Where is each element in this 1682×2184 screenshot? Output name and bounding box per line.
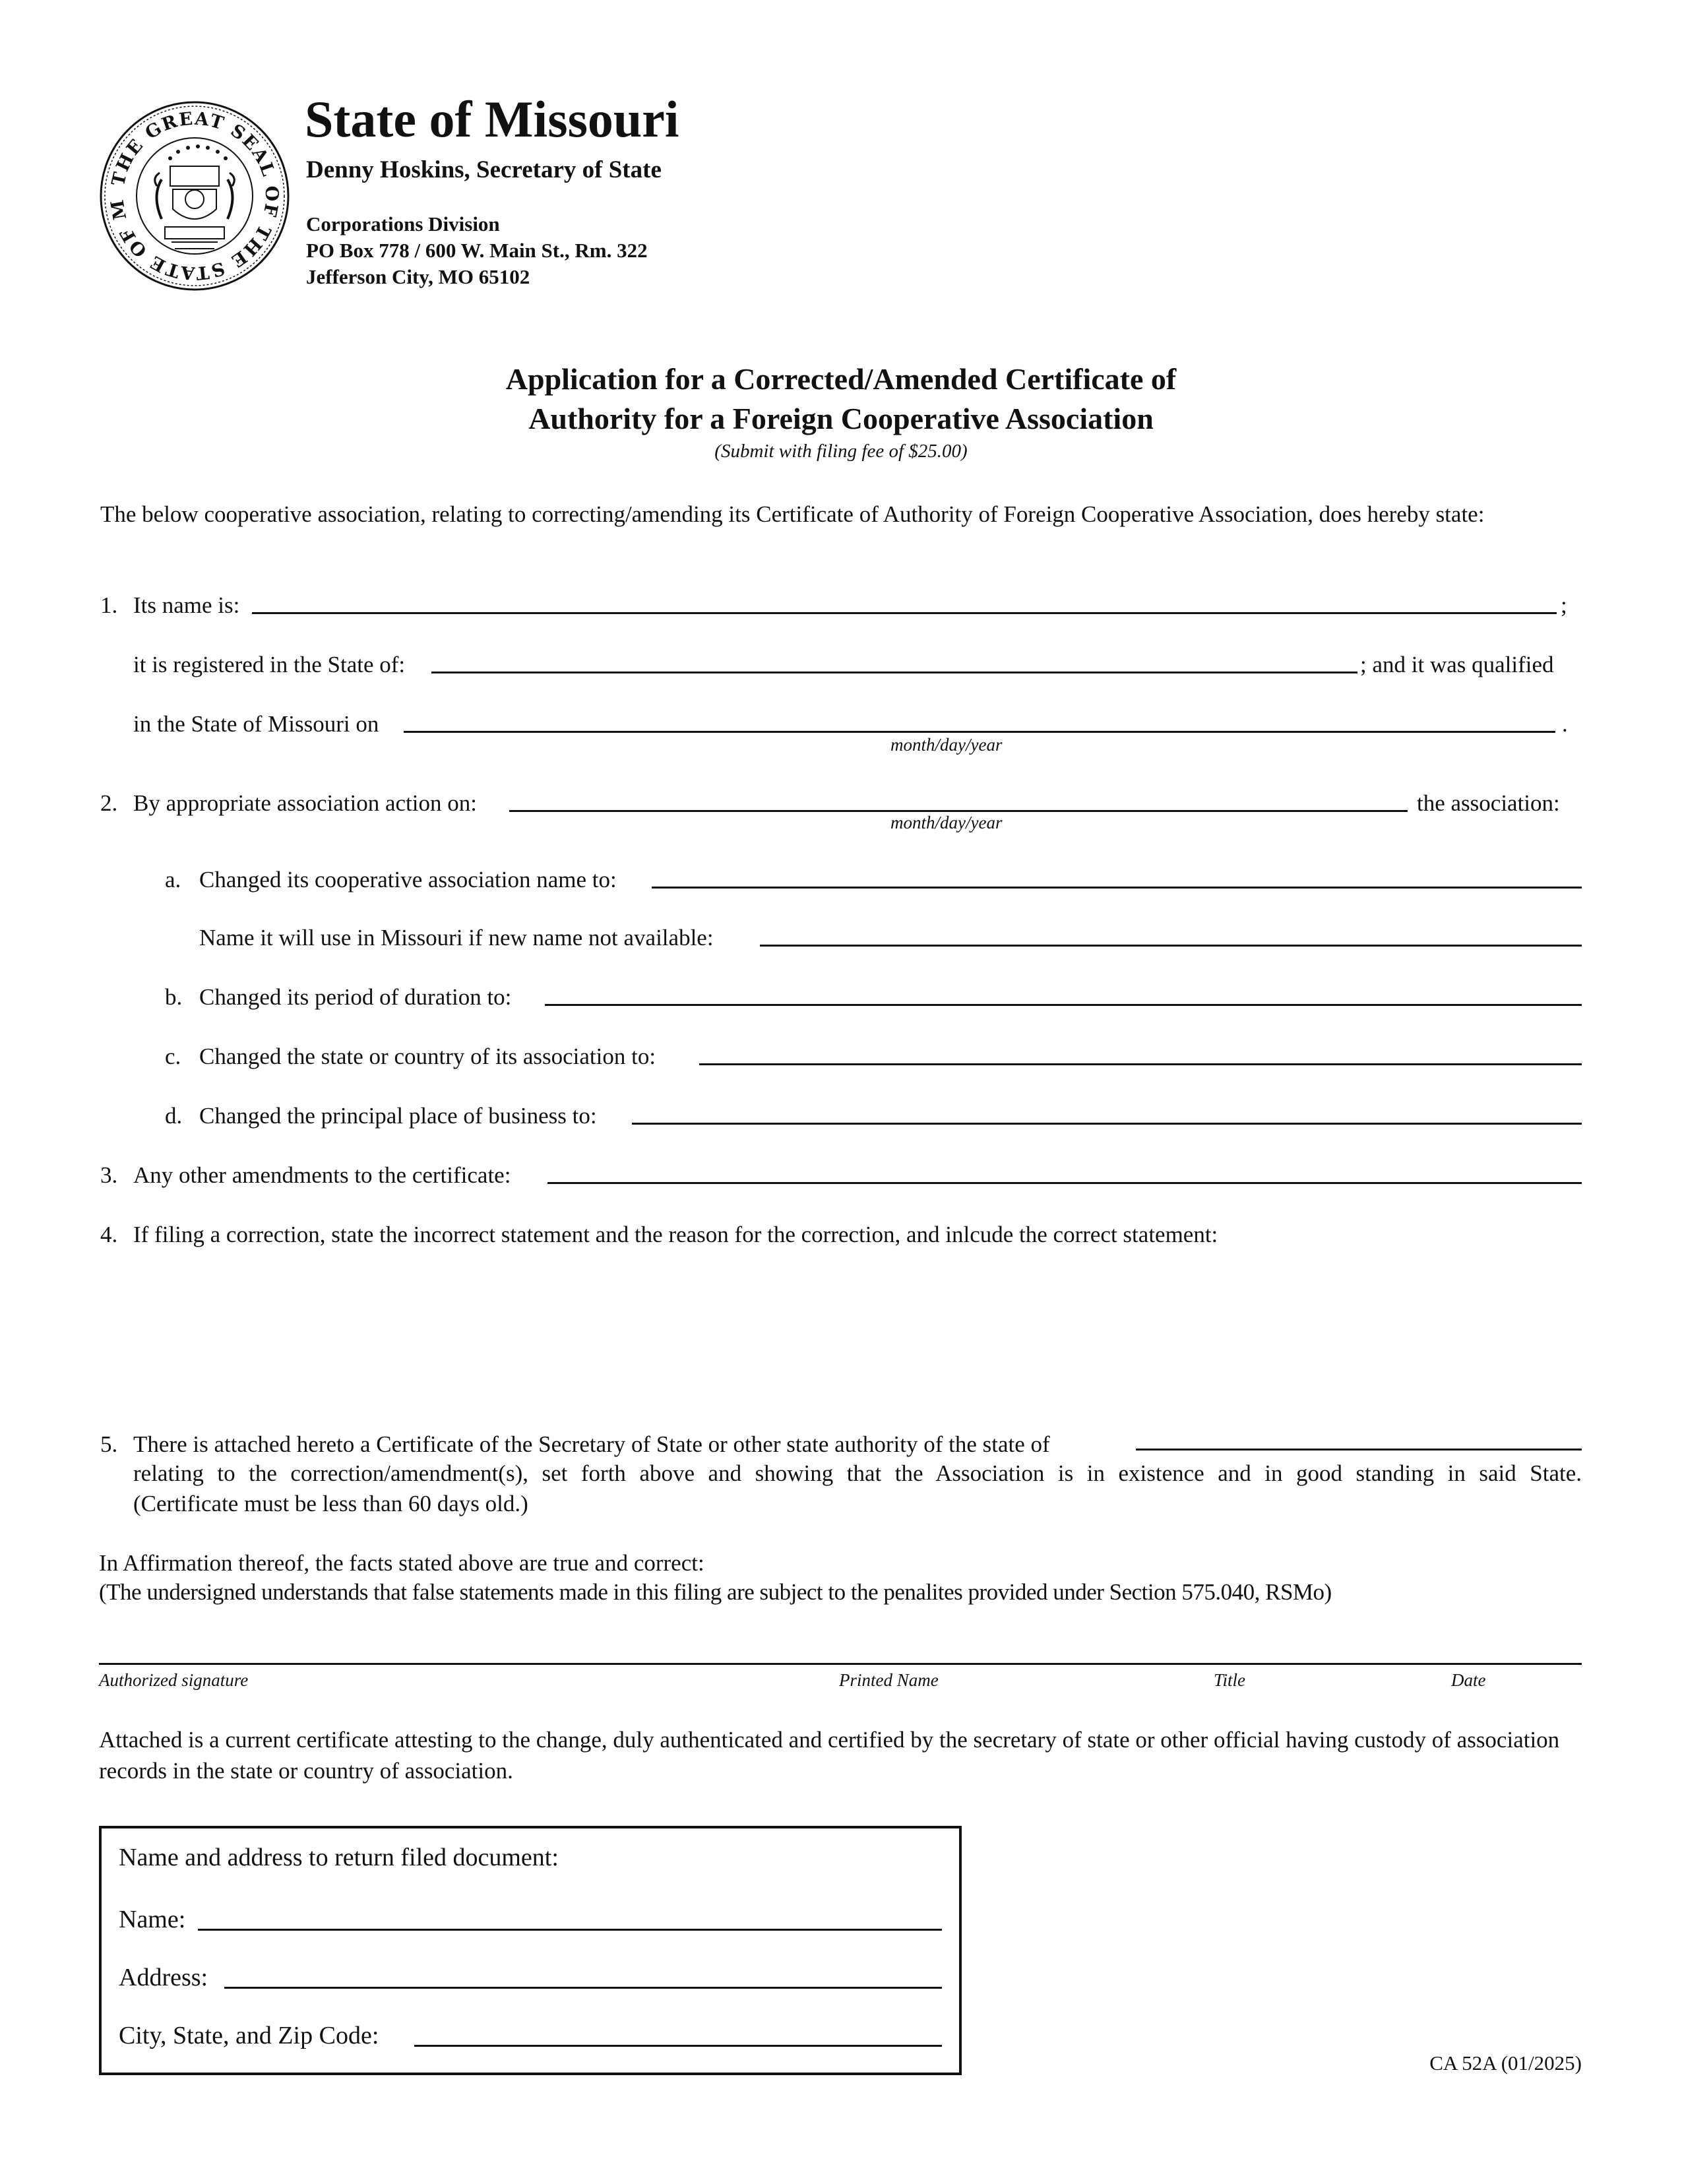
- date-caption: month/day/year: [890, 735, 1003, 755]
- other-amendments-label: Any other amendments to the certificate:: [133, 1162, 511, 1188]
- item-5-number: 5.: [100, 1431, 118, 1457]
- registered-state-end: ; and it was qualified: [1360, 652, 1554, 677]
- certificate-state-field[interactable]: [1136, 1449, 1582, 1451]
- missouri-qualified-label: in the State of Missouri on: [133, 711, 379, 737]
- printed-name-field[interactable]: [811, 1631, 1181, 1661]
- association-action-date-field[interactable]: [509, 810, 1408, 812]
- item-2-number: 2.: [100, 790, 118, 816]
- duration-label: Changed its period of duration to:: [199, 984, 512, 1010]
- registered-state-label: it is registered in the State of:: [133, 652, 406, 677]
- return-box-heading: Name and address to return filed document:: [119, 1844, 559, 1871]
- state-name: State of Missouri: [305, 90, 679, 148]
- city-address: Jefferson City, MO 65102: [306, 265, 530, 288]
- intro-paragraph: The below cooperative association, relating to correcting/amending its Certificate of Authority of Foreign Cooperative Association, does hereby state:: [100, 501, 1485, 527]
- state-country-label: Changed the state or country of its association to:: [199, 1044, 656, 1069]
- secretary-of-state: Denny Hoskins, Secretary of State: [306, 156, 662, 183]
- item-2a-letter: a.: [165, 867, 181, 892]
- printed-name-caption: Printed Name: [839, 1670, 939, 1690]
- correction-label: If filing a correction, state the incorrect statement and the reason for the correction, and inlcude the correct statement:: [133, 1222, 1218, 1247]
- new-name-label: Changed its cooperative association name to:: [199, 867, 617, 892]
- return-name-label: Name:: [119, 1906, 186, 1933]
- duration-field[interactable]: [545, 1004, 1582, 1006]
- association-action-end: the association:: [1417, 790, 1560, 816]
- return-city-label: City, State, and Zip Code:: [119, 2022, 379, 2049]
- return-address-box: [99, 1826, 962, 2075]
- association-name-field[interactable]: [252, 612, 1557, 614]
- state-country-field[interactable]: [699, 1063, 1582, 1065]
- return-address-label: Address:: [119, 1964, 208, 1991]
- attached-paragraph: Attached is a current certificate attesting to the change, duly authenticated and certified by the secretary of state or other official having custody of association records in the state or country of association.: [99, 1727, 1560, 1784]
- authorized-signature-caption: Authorized signature: [99, 1670, 249, 1690]
- date-caption: month/day/year: [890, 813, 1003, 832]
- attached-certificate-text: There is attached hereto a Certificate of the Secretary of State or other state authority of the state of: [133, 1431, 1050, 1457]
- correction-statement-area[interactable]: [133, 1260, 1582, 1392]
- item-2b-letter: b.: [165, 984, 183, 1010]
- penalty-notice: (The undersigned understands that false statements made in this filing are subject to the penalites provided under Section 575.040, RSMo): [99, 1579, 1332, 1605]
- missouri-qualified-end: .: [1562, 711, 1568, 737]
- item-3-number: 3.: [100, 1162, 118, 1188]
- mailing-address: PO Box 778 / 600 W. Main St., Rm. 322: [306, 239, 648, 262]
- form-title-line-1: Application for a Corrected/Amended Certificate of: [505, 362, 1177, 396]
- item-4-number: 4.: [100, 1222, 118, 1247]
- return-name-field[interactable]: [198, 1929, 942, 1931]
- form-number: CA 52A (01/2025): [1429, 2051, 1582, 2075]
- attached-certificate-text-2: relating to the correction/amendment(s), set forth above and showing that the Association is in existence and in good standing in said State.: [133, 1460, 1582, 1486]
- item-1-number: 1.: [100, 592, 118, 618]
- affirmation-statement: In Affirmation thereof, the facts stated above are true and correct:: [99, 1550, 704, 1576]
- title-caption: Title: [1214, 1670, 1246, 1690]
- state-seal-logo: [99, 100, 290, 292]
- new-name-field[interactable]: [652, 887, 1582, 889]
- form-title-line-2: Authority for a Foreign Cooperative Association: [528, 402, 1154, 435]
- filing-fee-note: (Submit with filing fee of $25.00): [714, 441, 968, 462]
- association-action-label: By appropriate association action on:: [133, 790, 477, 816]
- item-1-name-end: ;: [1561, 592, 1567, 618]
- certificate-age-note: (Certificate must be less than 60 days old.): [133, 1491, 528, 1516]
- missouri-qualified-date-field[interactable]: [404, 731, 1555, 733]
- item-1-name-label: Its name is:: [133, 592, 240, 618]
- signature-line: [99, 1663, 1582, 1665]
- title-field[interactable]: [1181, 1631, 1431, 1661]
- other-amendments-field[interactable]: [547, 1182, 1582, 1184]
- alternate-name-field[interactable]: [760, 945, 1582, 947]
- principal-place-field[interactable]: [632, 1123, 1582, 1125]
- division-name: Corporations Division: [306, 212, 500, 235]
- principal-place-label: Changed the principal place of business to:: [199, 1103, 597, 1129]
- item-2d-letter: d.: [165, 1103, 183, 1129]
- registered-state-field[interactable]: [431, 671, 1357, 673]
- alternate-name-label: Name it will use in Missouri if new name not available:: [199, 925, 714, 951]
- return-city-field[interactable]: [414, 2045, 942, 2047]
- return-address-field[interactable]: [224, 1987, 942, 1989]
- date-field[interactable]: [1431, 1631, 1582, 1661]
- svg-text:THE GREAT SEAL OF THE STATE OF: THE GREAT SEAL OF THE STATE OF M: [107, 108, 282, 284]
- item-2c-letter: c.: [165, 1044, 181, 1069]
- date-caption: Date: [1451, 1670, 1486, 1690]
- authorized-signature-field[interactable]: [99, 1631, 811, 1661]
